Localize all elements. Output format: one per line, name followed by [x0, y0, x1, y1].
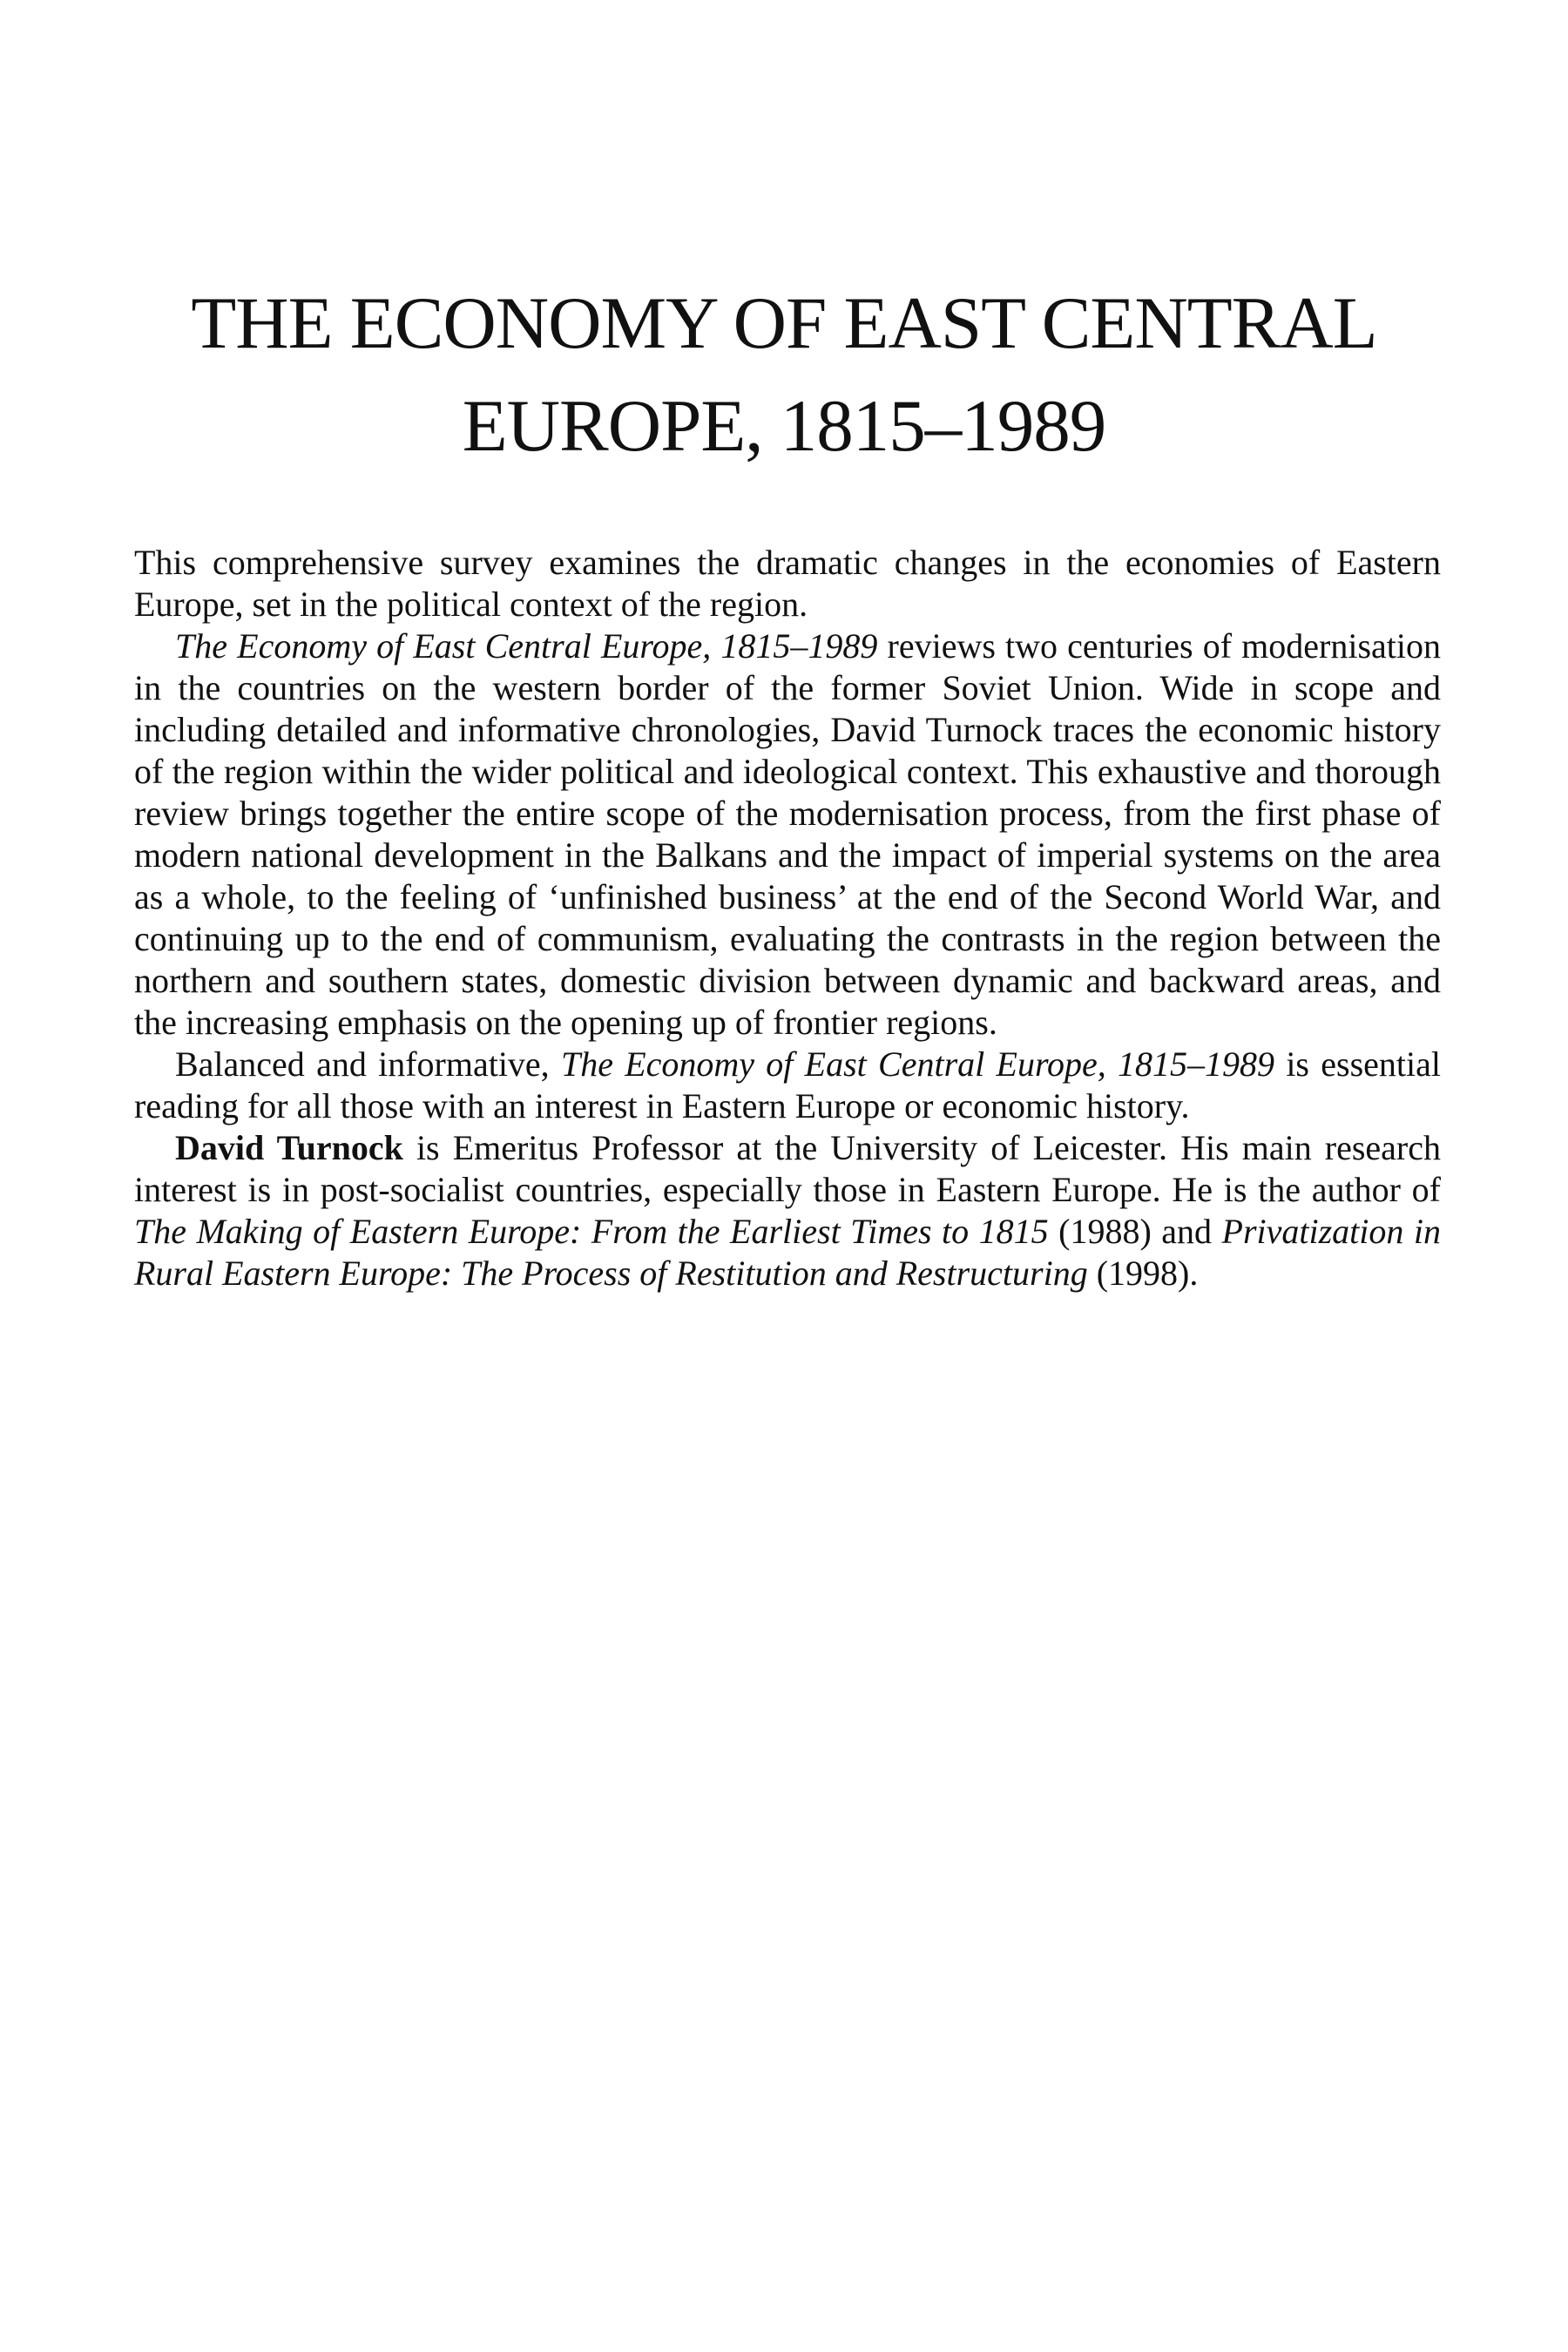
biography-text: (1988) and — [1048, 1212, 1222, 1251]
description-paragraph-1 — [134, 542, 1441, 625]
description-paragraph-2 — [134, 625, 1441, 1044]
biography-text: is Emeritus Professor at the University of Leicester. His main research interest is in post-socialist countries, especially those in Eastern Europe. He is the author of — [134, 1128, 1441, 1209]
description-text: is essential reading for all those with an interest in Eastern Europe or economic history. — [134, 1044, 1441, 1125]
author-book-title-2: Privatization in Rural Eastern Europe: The Process of Restitution and Restructuring — [134, 1212, 1442, 1293]
description-text: Balanced and informative, — [175, 1044, 561, 1084]
author-biography — [134, 1127, 1441, 1294]
book-title — [131, 272, 1437, 477]
book-title-line-2: EUROPE, 1815–1989 — [462, 385, 1106, 467]
book-description — [134, 542, 1441, 1294]
author-name: David Turnock — [175, 1128, 403, 1167]
book-title-line-1: THE ECONOMY OF EAST CENTRAL — [191, 282, 1377, 364]
author-book-title-1: The Making of Eastern Europe: From the Earliest Times to 1815 — [134, 1212, 1049, 1251]
description-text: This comprehensive survey examines the dramatic changes in the economies of Eastern Europe, set in the political context of the region. — [134, 543, 1441, 624]
description-text: reviews two centuries of modernisation in the countries on the western border of the former Soviet Union. Wide in scope and including detailed and informative chronologies, David Turnock traces the economic history of the region within the wider political and ideological context. This exhaustive and thorough review brings together the entire scope of the modernisation process, from the first phase of modern national development in the Balkans and the impact of imperial systems on the area as a whole, to the feeling of ‘unfinished business’ at the end of the Second World War, and continuing up to the end of communism, evaluating the contrasts in the region between the northern and southern states, domestic division between dynamic and backward areas, and the increasing emphasis on the opening up of frontier regions. — [134, 626, 1441, 1042]
book-title-reference: The Economy of East Central Europe, 1815–1989 — [175, 626, 878, 666]
book-title-reference: The Economy of East Central Europe, 1815–1989 — [560, 1044, 1275, 1084]
description-paragraph-3 — [134, 1044, 1441, 1127]
biography-text: (1998). — [1087, 1254, 1199, 1293]
